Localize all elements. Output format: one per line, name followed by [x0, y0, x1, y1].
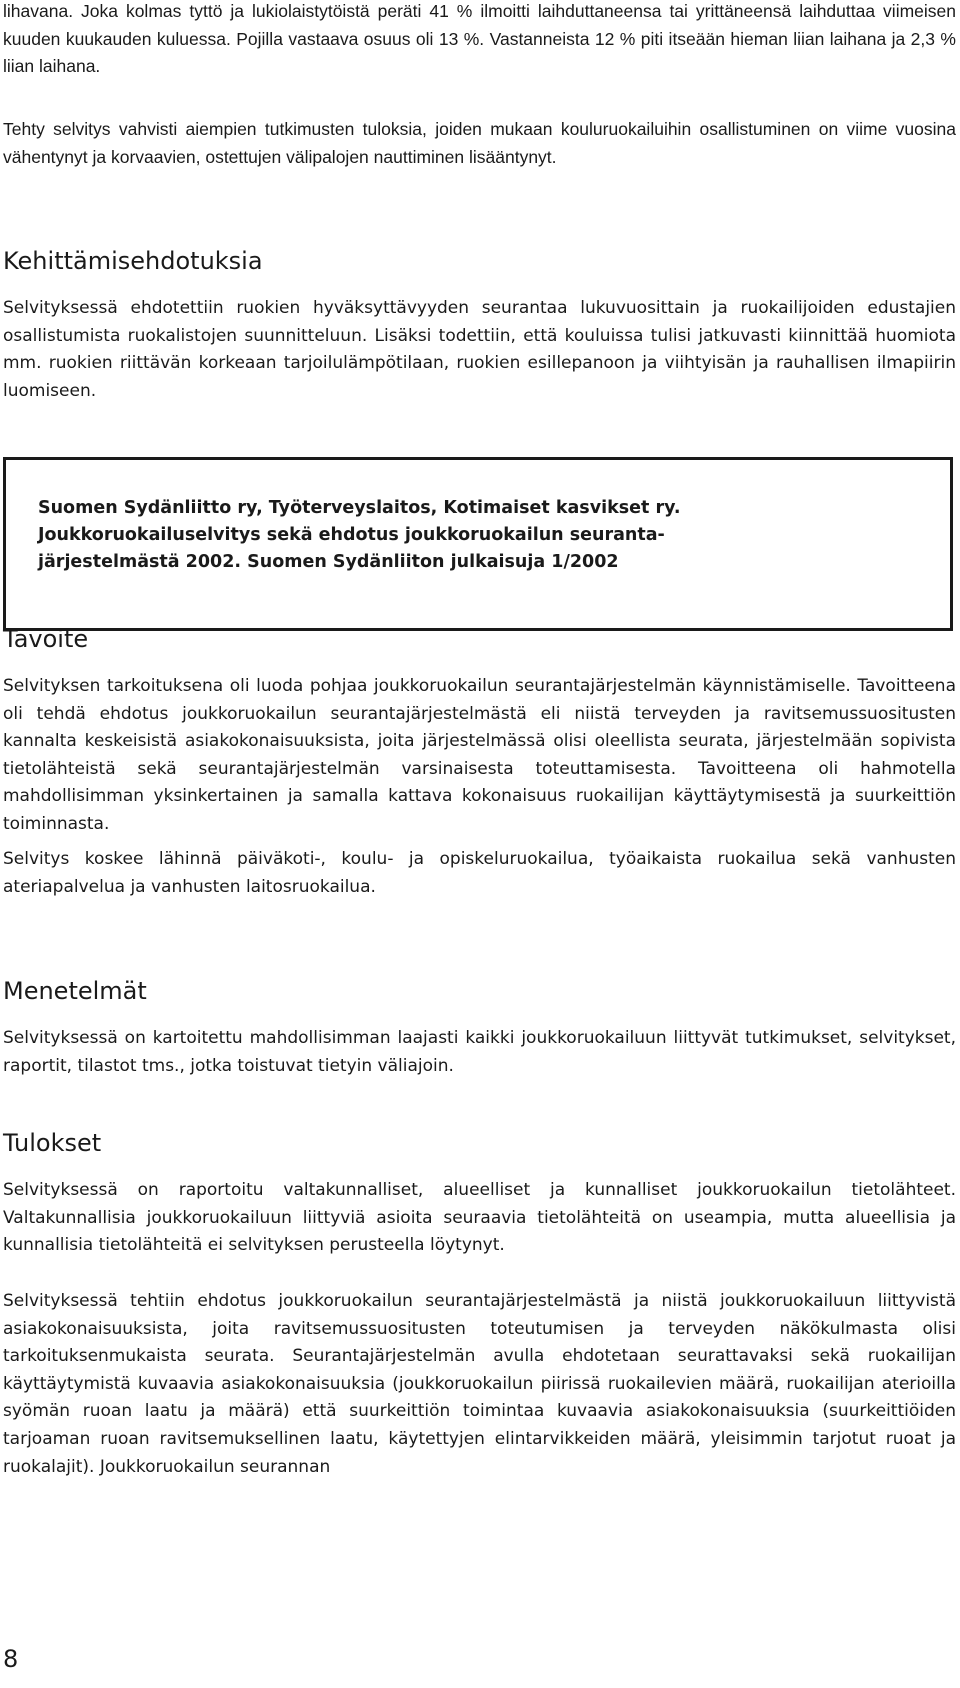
reference-line-3: järjestelmästä 2002. Suomen Sydänliiton julkaisuja 1/2002	[38, 552, 619, 572]
results-paragraph-1: Selvityksessä on raportoitu valtakunnalliset, alueelliset ja kunnalliset joukkoruokailun tietolähteet. Valtakunnallisia joukkoruokailuun liittyviä asioita seuraavia tietolähteitä on useampia, mutta alueellisia ja kunnallisia tietolähteitä ei selvityksen perusteella löytynyt.	[3, 1180, 956, 1256]
methods-paragraph: Selvityksessä on kartoitettu mahdollisimman laajasti kaikki joukkoruokailuun liittyvät tutkimukset, selvitykset, raportit, tilastot tms., jotka toistuvat tietyin väliajoin.	[3, 1028, 956, 1076]
results-paragraph-2: Selvityksessä tehtiin ehdotus joukkoruokailun seurantajärjestelmästä ja niistä joukkoruokailuun liittyvistä asiakokonaisuuksista, joita ravitsemussuositusten toteutumisen ja terveyden näkökulmasta olisi tarkoituksenmukaista seurata. Seurantajärjestelmän avulla ehdotetaan seurattavaksi sekä ruokailijan käyttäytymistä kuvaavia asiakokonaisuuksia (joukkoruokailun piirissä ruokailevien määrä, ruokailijan aterioilla syömän ruoan laatu ja määrä) että suurkeittiön toimintaa kuvaavia asiakokonaisuuksia (suurkeittiöiden tarjoaman ruoan ravitsemuksellinen laatu, käytettyjen elintarvikkeiden määrä, yleisimmin tarjotut ruoat ja ruokalajit). Joukkoruokailun seurannan	[3, 1291, 956, 1477]
goal-heading: Tavoite	[3, 625, 89, 653]
development-heading: Kehittämisehdotuksia	[3, 247, 263, 275]
goal-paragraph-2: Selvitys koskee lähinnä päiväkoti-, koulu- ja opiskeluruokailua, työaikaista ruokailua sekä vanhusten ateriapalvelua ja vanhusten laitosruokailua.	[3, 849, 956, 897]
intro-paragraph: lihavana. Joka kolmas tyttö ja lukiolaistytöistä peräti 41 % ilmoitti laihduttaneensa tai yrittäneensä laihduttaa viimeisen kuuden kuukauden kuluessa. Pojilla vastaava osuus oli 13 %. Vastanneista 12 % piti itseään hieman liian laihana ja 2,3 % liian laihana.	[3, 1, 956, 77]
reference-line-2: Joukkoruokailuselvitys sekä ehdotus joukkoruokailun seuranta-	[38, 525, 665, 545]
methods-heading: Menetelmät	[3, 977, 147, 1005]
reference-line-1: Suomen Sydänliitto ry, Työterveyslaitos, Kotimaiset kasvikset ry.	[38, 498, 681, 518]
goal-paragraph-1: Selvityksen tarkoituksena oli luoda pohjaa joukkoruokailun seurantajärjestelmän käynnistämiselle. Tavoitteena oli tehdä ehdotus joukkoruokailun seurantajärjestelmästä eli niistä terveyden ja ravitsemussuositusten kannalta keskeisistä asiakokonaisuuksista, joita järjestelmässä olisi oleellista seurata, järjestelmään sopivista tietolähteistä sekä seurantajärjestelmän varsinaisesta toteuttamisesta. Tavoitteena oli hahmotella mahdollisimman yksinkertainen ja samalla kattava kokonaisuus ruokailijan käyttäytymisestä ja suurkeittiön toiminnasta.	[3, 676, 956, 834]
page-number: 8	[3, 1645, 19, 1673]
reference-text	[38, 495, 838, 576]
development-paragraph: Selvityksessä ehdotettiin ruokien hyväksyttävyyden seurantaa lukuvuosittain ja ruokailijoiden edustajien osallistumista ruokalistojen suunnitteluun. Lisäksi todettiin, että kouluissa tulisi jatkuvasti kiinnittää huomiota mm. ruokien riittävän korkeaan tarjoilulämpötilaan, ruokien esillepanoon ja viihtyisän ja rauhallisen ilmapiirin luomiseen.	[3, 298, 956, 401]
reference-box	[3, 457, 953, 631]
survey-paragraph: Tehty selvitys vahvisti aiempien tutkimusten tuloksia, joiden mukaan kouluruokailuihin osallistuminen on viime vuosina vähentynyt ja korvaavien, ostettujen välipalojen nauttiminen lisääntynyt.	[3, 119, 956, 167]
results-heading: Tulokset	[3, 1129, 102, 1157]
